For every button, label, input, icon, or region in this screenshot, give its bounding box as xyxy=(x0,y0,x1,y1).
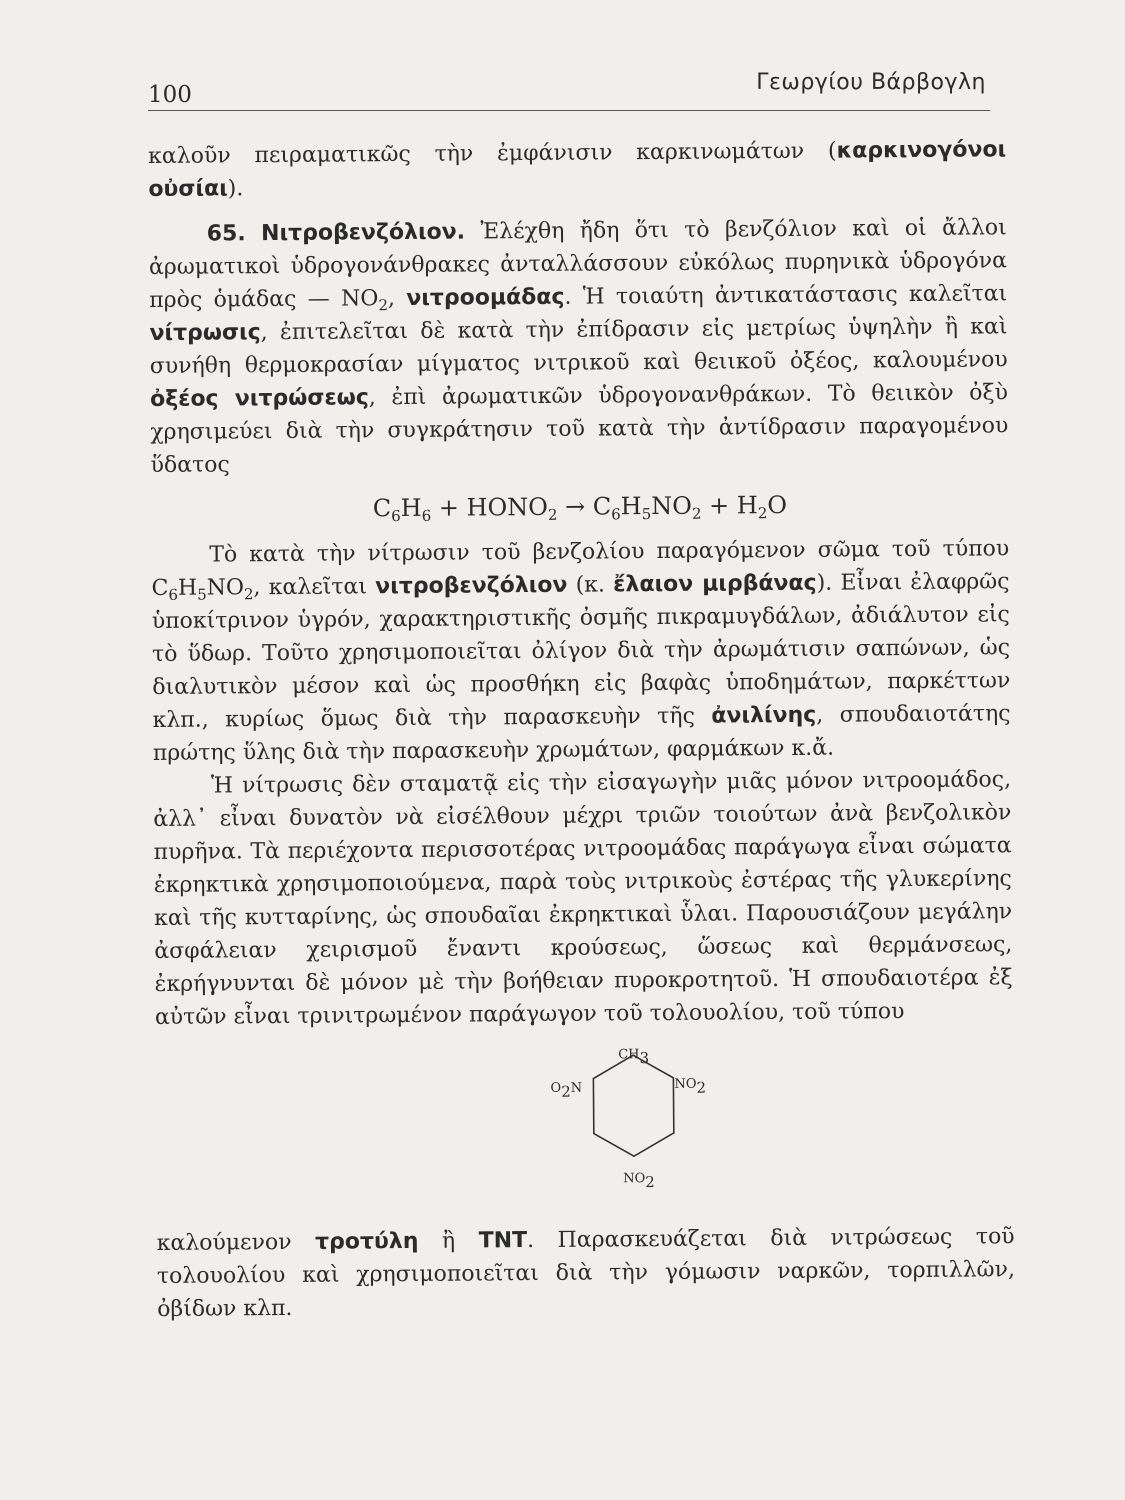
subscript: 5 xyxy=(641,505,652,524)
subscript: 2 xyxy=(696,1078,707,1097)
page-header xyxy=(148,70,990,111)
label-text: N xyxy=(570,1080,583,1096)
nitration-equation xyxy=(151,487,1009,527)
paragraph-carcinogens xyxy=(148,133,1006,206)
eq-part: H xyxy=(400,493,422,523)
eq-part: O xyxy=(767,490,788,520)
text-span: (κ. xyxy=(567,572,614,598)
running-head: Γεωργίου Βάρβογλη xyxy=(756,70,986,95)
subscript: 2 xyxy=(561,1082,571,1101)
bold-term: τροτύλη xyxy=(314,1228,419,1255)
text-span: , καλεῖται xyxy=(253,574,376,601)
eq-part: C xyxy=(592,492,612,521)
text-span: ). Εἶναι ἐλαφρῶς ὑποκίτρινον ὑγρόν, χαρακτηριστικῆς ὀσμῆς πικραμυγδάλων, ἀδιάλυτον εἰς τὸ ὕδωρ. Τοῦτο χρησιμοποιεῖται ὀλίγον διὰ τὴν ἀρωμάτισιν σαπώνων, ὡς διαλυτικὸν μέσον καὶ ὡς προσθήκη εἰς βαφὰς ὑποδημάτων, παρκέττων κλπ., κυρίως ὅμως διὰ τὴν παρασκευὴν τῆς xyxy=(151,569,1011,733)
text-span: καλοῦν πειραματικῶς τὴν ἐμφάνισιν καρκινωμάτων ( xyxy=(148,138,837,169)
body-text xyxy=(148,133,1015,1326)
subscript: 2 xyxy=(691,504,702,523)
label-text: NO xyxy=(674,1076,697,1092)
eq-part: NO xyxy=(651,491,692,521)
text-span: Ἐλέχθη ἤδη ὅτι τὸ βενζόλιον καὶ οἱ ἄλλοι ἀρωματικοὶ ὑδρογονάνθρακες ἀνταλλάσσουν εὐκόλως πυρηνικὰ ὑδρογόνα πρὸς ὁμάδας — NO xyxy=(148,215,1008,313)
bold-term: ὀξέος νιτρώσεως xyxy=(149,385,369,412)
reaction-arrow: → xyxy=(557,492,593,521)
text-span: . Ἡ τοιαύτη ἀντικατάστασις καλεῖται xyxy=(564,281,1008,310)
text-span: , ἐπὶ ἀρωματικῶν ὑδρογονανθράκων. Τὸ θειικὸν ὀξὺ χρησιμεύει διὰ τὴν συγκράτησιν τοῦ κατὰ τὴν ἀντίδρασιν παραγομένου ὕδατος xyxy=(150,380,1009,478)
eq-part: H xyxy=(620,492,642,521)
eq-part: C xyxy=(372,494,392,523)
paragraph-tnt xyxy=(157,1220,1016,1326)
text-span: ). xyxy=(227,176,244,202)
text-span: H xyxy=(177,575,198,601)
subscript: 3 xyxy=(639,1049,650,1068)
label-text: NO xyxy=(623,1171,646,1187)
no2-right-label xyxy=(674,1068,706,1101)
bold-term: TNT xyxy=(478,1228,528,1254)
subscript: 5 xyxy=(197,585,207,604)
tnt-structure xyxy=(490,1037,791,1214)
subscript: 6 xyxy=(611,505,621,524)
subscript: 6 xyxy=(391,507,401,526)
no2-bottom-label xyxy=(623,1162,655,1195)
eq-part: + HONO xyxy=(431,492,548,522)
subscript: 6 xyxy=(421,506,432,525)
text-span: ἢ xyxy=(418,1228,479,1254)
text-span: καλούμενον xyxy=(156,1229,316,1256)
text-span: Τὸ κατὰ τὴν νίτρωσιν τοῦ βενζολίου παραγόμενον σῶμα τοῦ τύπου C xyxy=(151,536,1010,601)
subscript: 2 xyxy=(757,504,768,523)
o2n-label xyxy=(550,1072,582,1105)
label-text: O xyxy=(550,1080,562,1096)
bold-term: νίτρωσις xyxy=(149,320,261,346)
section-65-paragraph xyxy=(149,211,1009,482)
bold-term: νιτροομάδας xyxy=(406,284,565,311)
bold-term: ἀνιλίνης xyxy=(711,702,817,729)
ch3-label xyxy=(618,1038,649,1071)
bold-term: ἔλαιον μιρβάνας xyxy=(613,570,817,598)
subscript: 2 xyxy=(378,296,389,315)
bold-term: καρκινογόνοι οὐσίαι xyxy=(148,137,1007,202)
subscript: 6 xyxy=(168,585,179,604)
paragraph-nitrobenzene xyxy=(151,532,1011,770)
label-text: CH xyxy=(618,1047,640,1063)
page-number: 100 xyxy=(148,82,192,108)
text-span: NO xyxy=(206,575,245,601)
section-number: 65. xyxy=(206,221,246,247)
section-title: Νιτροβενζόλιον. xyxy=(261,219,466,247)
text-span: , xyxy=(387,285,407,312)
paragraph-explosives: Ἡ νίτρωσις δὲν σταματᾷ εἰς τὴν εἰσαγωγὴν μιᾶς μόνον νιτροομάδος, ἀλλ᾿ εἶναι δυνατὸν νὰ εἰσέλθουν μέχρι τριῶν τοιούτων ἀνὰ βενζολικὸν πυρῆνα. Τὰ περιέχοντα περισσοτέρας νιτροομάδας παράγωγα εἶναι σώματα ἐκρηκτικὰ χρησιμοποιούμενα, παρὰ τοὺς νιτρικοὺς ἐστέρας τῆς γλυκερίνης καὶ τῆς κυτταρίνης, ὡς σπουδαῖαι ἐκρηκτικαὶ ὗλαι. Παρουσιάζουν μεγάλην ἀσφάλειαν χειρισμοῦ ἔναντι κρούσεως, ὥσεως καὶ θερμάνσεως, ἐκρήγνυνται δὲ μόνον μὲ τὴν βοήθειαν πυροκροτητοῦ. Ἡ σπουδαιοτέρα ἐξ αὐτῶν εἶναι τρινιτρωμένον παράγωγον τοῦ τολουολίου, τοῦ τύπου xyxy=(153,767,1013,1030)
subscript: 2 xyxy=(243,585,254,604)
text-span: , ἐπιτελεῖται δὲ κατὰ τὴν ἐπίδρασιν εἰς μετρίως ὑψηλὴν ἢ καὶ συνήθη θερμοκρασίαν μίγματος νιτρικοῦ καὶ θειικοῦ ὀξέος, καλουμένου xyxy=(149,314,1008,379)
subscript: 2 xyxy=(645,1173,655,1192)
bold-term: νιτροβενζόλιον xyxy=(375,572,568,600)
subscript: 2 xyxy=(547,505,558,524)
text-span: , σπουδαιοτάτης πρώτης ὕλης διὰ τὴν παρασκευὴν χρωμάτων, φαρμάκων κ.ἄ. xyxy=(152,701,1011,766)
eq-part: + H xyxy=(701,491,758,520)
text-span: . Παρασκευάζεται διὰ νιτρώσεως τοῦ τολουολίου καὶ χρησιμοποιεῖται διὰ τὴν γόμωσιν ναρκῶν, τορπιλλῶν, ὀβίδων κλπ. xyxy=(156,1224,1015,1322)
